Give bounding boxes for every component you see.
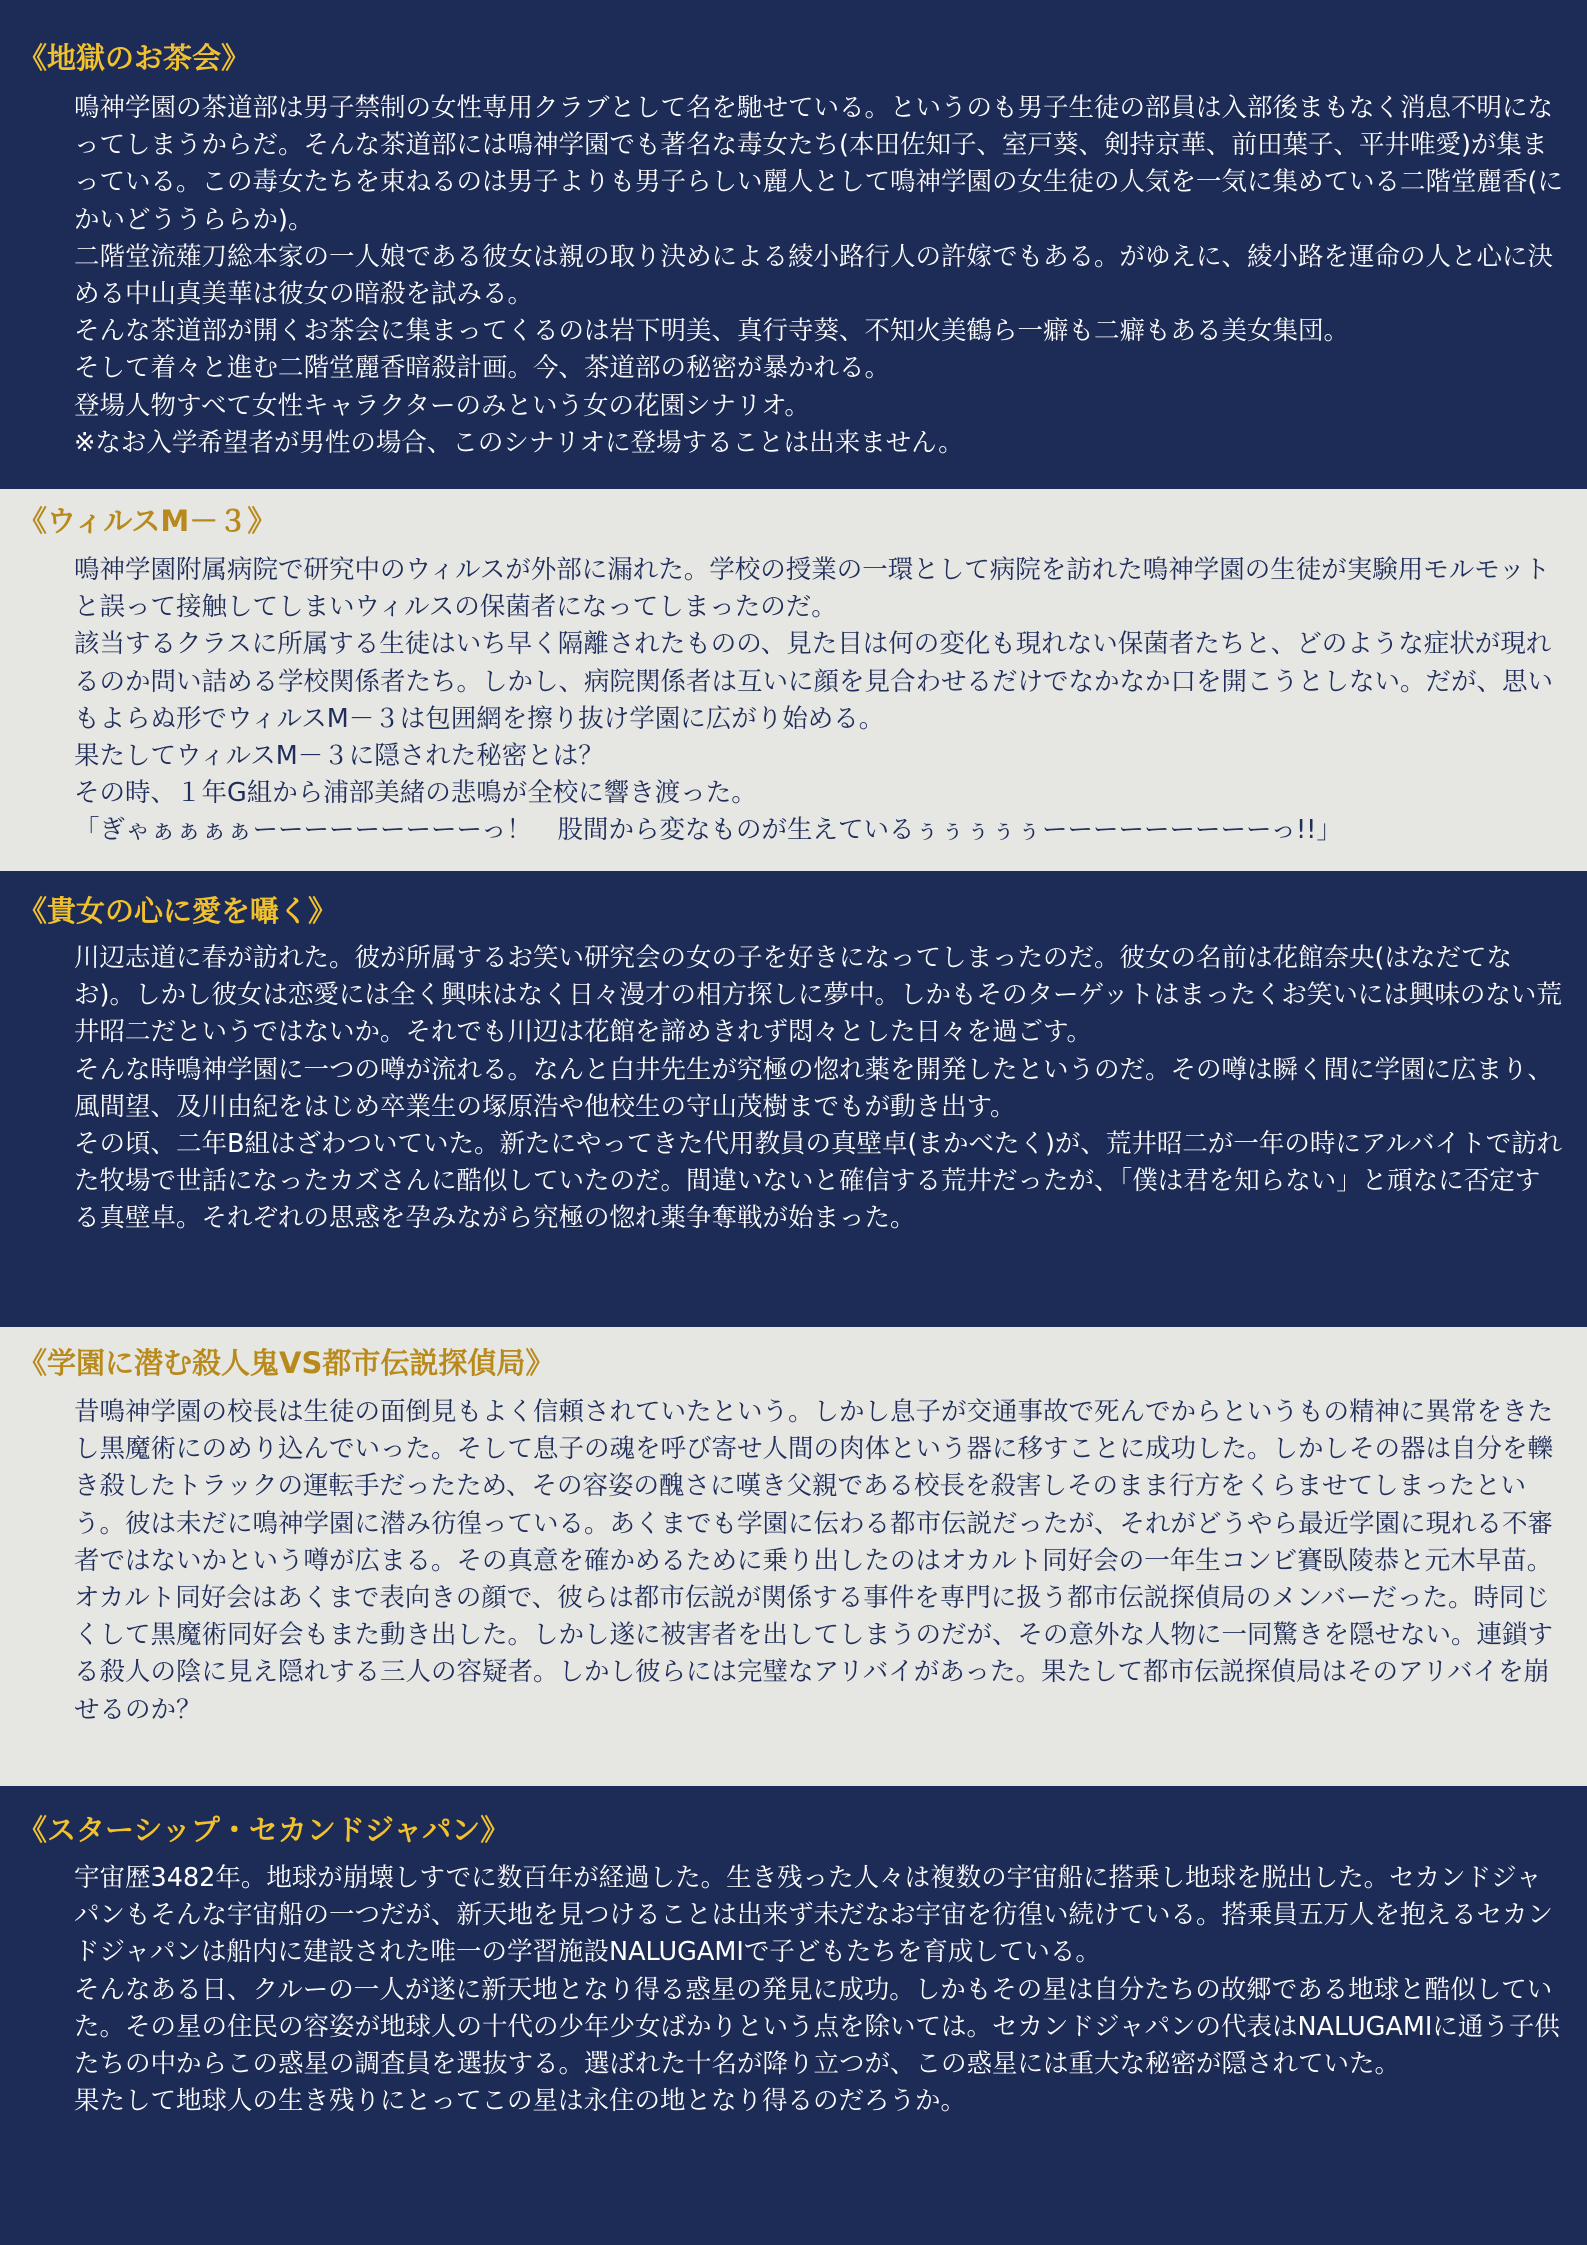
scenario-paragraph: 果たしてウィルスM－３に隠された秘密とは？ xyxy=(74,741,604,772)
scenario-title: 《学園に潜む殺人鬼VS都市伝説探偵局》 xyxy=(18,1346,555,1380)
scenario-paragraph: 宇宙歴3482年。地球が崩壊しすでに数百年が経過した。生き残った人々は複数の宇宙船に搭乗し地球を脱出した。セカンドジャパンもそんな宇宙船の一つだが、新天地を見つけることは出来ず未だなお宇宙を彷徨い続けている。搭乗員五万人を抱えるセカンドジャパンは船内に建設された唯一の学習施設NALUGAMIで子どもたちを育成している。 xyxy=(74,1863,1554,1968)
scenario-paragraph: 二階堂流薙刀総本家の一人娘である彼女は親の取り決めによる綾小路行人の許嫁でもある。がゆえに、綾小路を運命の人と心に決める中山真美華は彼女の暗殺を試みる。 xyxy=(74,241,1554,310)
scenario-paragraph: 登場人物すべて女性キャラクターのみという女の花園シナリオ。 xyxy=(74,390,810,421)
scenario-paragraph: そんなある日、クルーの一人が遂に新天地となり得る惑星の発見に成功。しかもその星は自分たちの故郷である地球と酷似していた。その星の住民の容姿が地球人の十代の少年少女ばかりという点を除いては。セカンドジャパンの代表はNALUGAMIに通う子供たちの中からこの惑星の調査員を選抜する。選ばれた十名が降り立つが、この惑星には重大な秘密が隠されていた。 xyxy=(74,1974,1560,2080)
scenario-section-starship-second-japan xyxy=(0,1786,1587,2245)
scenario-section-satsujinki-vs-tantei xyxy=(0,1327,1587,1786)
scenario-title: 《スターシップ・セカンドジャパン》 xyxy=(18,1813,510,1847)
scenario-paragraph: 鳴神学園の茶道部は男子禁制の女性専用クラブとして名を馳せている。というのも男子生徒の部員は入部後まもなく消息不明になってしまうからだ。そんな茶道部には鳴神学園でも著名な毒女たち(本田佐知子、室戸葵、剣持京華、前田葉子、平井唯愛)が集まっている。この毒女たちを束ねるのは男子よりも男子らしい麗人として鳴神学園の女生徒の人気を一気に集めている二階堂麗香(にかいどううららか)。 xyxy=(74,93,1563,235)
scenario-title: 《地獄のお茶会》 xyxy=(18,41,251,75)
scenario-paragraph: 果たして地球人の生き残りにとってこの星は永住の地となり得るのだろうか。 xyxy=(74,2086,966,2117)
scenario-paragraph: そんな時鳴神学園に一つの噂が流れる。なんと白井先生が究極の惚れ薬を開発したというのだ。その噂は瞬く間に学園に広まり、風間望、及川由紀をはじめ卒業生の塚原浩や他校生の守山茂樹までもが動き出す。 xyxy=(74,1054,1554,1122)
scenario-paragraph: そんな茶道部が開くお茶会に集まってくるのは岩下明美、真行寺葵、不知火美鶴ら一癖も二癖もある美女集団。 xyxy=(74,316,1350,347)
scenario-description xyxy=(74,90,1564,462)
scenario-paragraph: その頃、二年B組はざわついていた。新たにやってきた代用教員の真壁卓(まかべたく)が、荒井昭二が一年の時にアルバイトで訪れた牧場で世話になったカズさんに酷似していたのだ。間違いないと確信する荒井だったが、「僕は君を知らない」と頑なに否定する真壁卓。それぞれの思惑を孕みながら究極の惚れ薬争奪戦が始まった。 xyxy=(74,1129,1563,1234)
scenario-description xyxy=(74,1860,1564,2120)
scenario-paragraph: その時、１年G組から浦部美緒の悲鳴が全校に響き渡った。 xyxy=(74,778,757,809)
scenario-paragraph: ※なお入学希望者が男性の場合、このシナリオに登場することは出来ません。 xyxy=(74,427,964,458)
scenario-section-anata-no-kokoro xyxy=(0,871,1587,1327)
scenario-paragraph: そして着々と進む二階堂麗香暗殺計画。今、茶道部の秘密が暴かれる。 xyxy=(74,353,891,384)
scenario-paragraph: 川辺志道に春が訪れた。彼が所属するお笑い研究会の女の子を好きになってしまったのだ。彼女の名前は花館奈央(はなだてなお)。しかし彼女は恋愛には全く興味はなく日々漫才の相方探しに夢中。しかもそのターゲットはまったくお笑いには興味のない荒井昭二だというではないか。それでも川辺は花館を諦めきれず悶々とした日々を過ごす。 xyxy=(74,943,1562,1048)
scenario-paragraph: 昔鳴神学園の校長は生徒の面倒見もよく信頼されていたという。しかし息子が交通事故で死んでからというもの精神に異常をきたし黒魔術にのめり込んでいった。そして息子の魂を呼び寄せ人間の肉体という器に移すことに成功した。しかしその器は自分を轢き殺したトラックの運転手だったため、その容姿の醜さに嘆き父親である校長を殺害しそのまま行方をくらませてしまったという。彼は未だに鳴神学園に潜み彷徨っている。あくまでも学園に伝わる都市伝説だったが、それがどうやら最近学園に現れる不審者ではないかという噂が広まる。その真意を確かめるために乗り出したのはオカルト同好会の一年生コンビ賽臥陵恭と元木早苗。オカルト同好会はあくまで表向きの顔で、彼らは都市伝説が関係する事件を専門に扱う都市伝説探偵局のメンバーだった。時同じくして黒魔術同好会もまた動き出した。しかし遂に被害者を出してしまうのだが、その意外な人物に一同驚きを隠せない。連鎖する殺人の陰に見え隠れする三人の容疑者。しかし彼らには完璧なアリバイがあった。果たして都市伝説探偵局はそのアリバイを崩せるのか？ xyxy=(74,1397,1554,1725)
scenario-section-virus-m3 xyxy=(0,489,1587,871)
scenario-paragraph: 該当するクラスに所属する生徒はいち早く隔離されたものの、見た目は何の変化も現れない保菌者たちと、どのような症状が現れるのか問い詰める学校関係者たち。しかし、病院関係者は互いに顔を見合わせるだけでなかなか口を開こうとしない。だが、思いもよらぬ形でウィルスM－３は包囲網を擦り抜け学園に広がり始める。 xyxy=(74,629,1554,734)
scenario-paragraph: 「ぎゃぁぁぁぁーーーーーーーーーっ！ 股間から変なものが生えているぅぅぅぅぅーーーーーーーーーっ!!」 xyxy=(74,815,1342,846)
scenario-description xyxy=(74,1394,1564,1729)
scenario-title: 《ウィルスM－３》 xyxy=(18,504,277,538)
scenario-description xyxy=(74,940,1564,1238)
scenario-section-jigoku-no-ochakai xyxy=(0,0,1587,489)
scenario-description xyxy=(74,552,1564,850)
scenario-paragraph: 鳴神学園附属病院で研究中のウィルスが外部に漏れた。学校の授業の一環として病院を訪れた鳴神学園の生徒が実験用モルモットと誤って接触してしまいウィルスの保菌者になってしまったのだ。 xyxy=(74,555,1550,623)
scenario-title: 《貴女の心に愛を囁く》 xyxy=(18,894,338,928)
